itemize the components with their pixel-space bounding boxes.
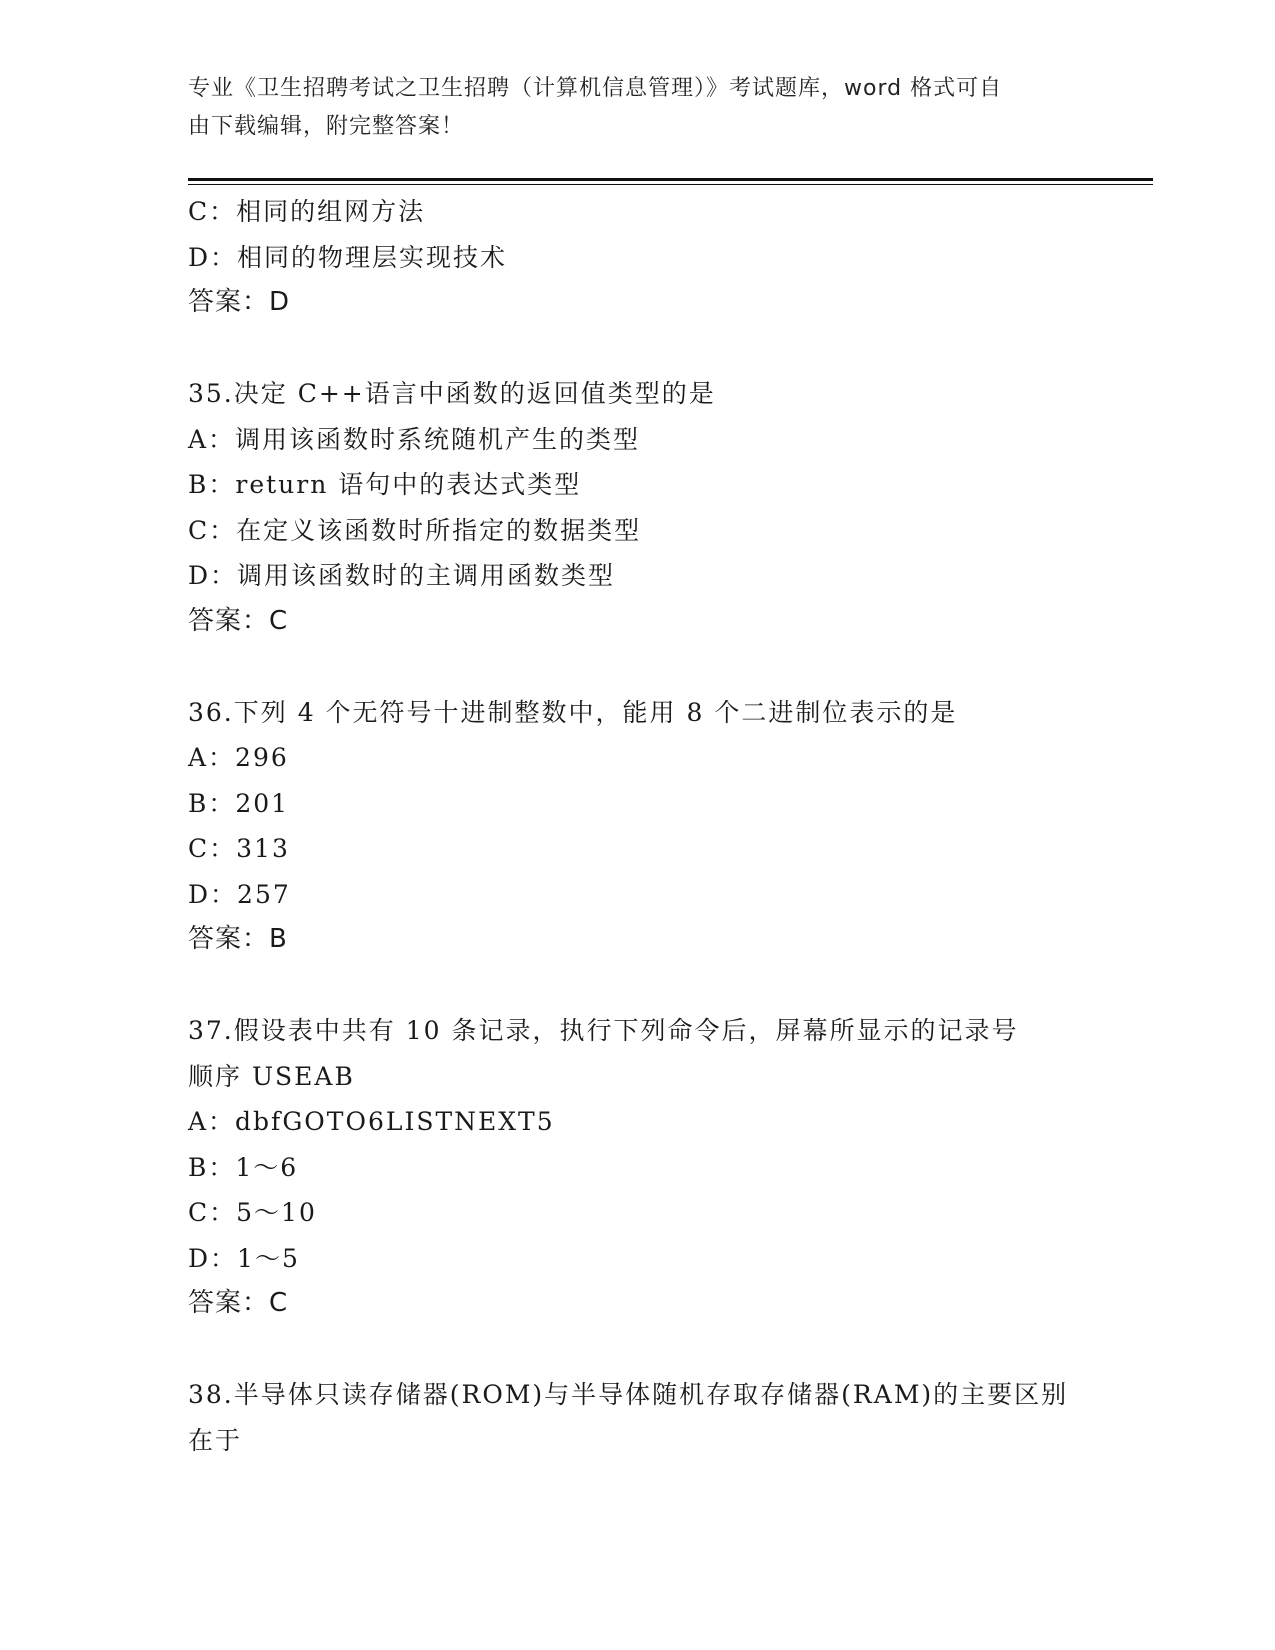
header-line-1: 专业《卫生招聘考试之卫生招聘（计算机信息管理）》考试题库，word 格式可自 <box>188 76 1003 101</box>
answer-text: 答案：B <box>188 924 288 954</box>
option-c: C：313 <box>188 834 290 863</box>
question-text: 36.下列 4 个无符号十进制整数中，能用 8 个二进制位表示的是 <box>188 697 958 727</box>
spacer <box>188 326 1088 372</box>
question-block-38 <box>188 1372 1088 1463</box>
option-b: B：1～6 <box>188 1152 299 1182</box>
header-rule-thick <box>188 178 1153 181</box>
question-block-34 <box>188 189 1088 326</box>
answer-text: 答案：D <box>188 287 291 317</box>
question-text: 38.半导体只读存储器(ROM)与半导体随机存取存储器(RAM)的主要区别 <box>188 1380 1069 1409</box>
question-block-37 <box>188 1008 1088 1327</box>
spacer <box>188 644 1088 690</box>
question-list <box>188 189 1088 1463</box>
option-d: D：257 <box>188 879 291 909</box>
option-d: D：相同的物理层实现技术 <box>188 242 508 272</box>
option-c: C：在定义该函数时所指定的数据类型 <box>188 515 642 545</box>
header-rule-thin <box>188 184 1153 185</box>
answer-text: 答案：C <box>188 605 289 636</box>
option-b: B：return 语句中的表达式类型 <box>188 470 582 499</box>
option-d: D：1～5 <box>188 1243 300 1273</box>
spacer <box>188 963 1088 1009</box>
question-block-36 <box>188 690 1088 963</box>
question-text-continued: 顺序 USEAB <box>188 1061 355 1091</box>
option-b: B：201 <box>188 788 290 818</box>
option-c: C：相同的组网方法 <box>188 197 426 226</box>
question-text: 35.决定 C++语言中函数的返回值类型的是 <box>188 379 716 408</box>
option-a: A：dbfGOTO6LISTNEXT5 <box>188 1107 555 1136</box>
header-line-2: 由下载编辑，附完整答案！ <box>188 114 465 139</box>
option-a: A：296 <box>188 743 289 772</box>
question-text-continued: 在于 <box>188 1425 243 1455</box>
spacer <box>188 1327 1088 1373</box>
question-block-35 <box>188 371 1088 644</box>
option-a: A：调用该函数时系统随机产生的类型 <box>188 424 641 454</box>
option-d: D：调用该函数时的主调用函数类型 <box>188 561 616 590</box>
option-c: C：5～10 <box>188 1198 317 1227</box>
question-text: 37.假设表中共有 10 条记录，执行下列命令后，屏幕所显示的记录号 <box>188 1016 1019 1045</box>
document-header <box>188 70 1068 146</box>
answer-text: 答案：C <box>188 1288 289 1318</box>
